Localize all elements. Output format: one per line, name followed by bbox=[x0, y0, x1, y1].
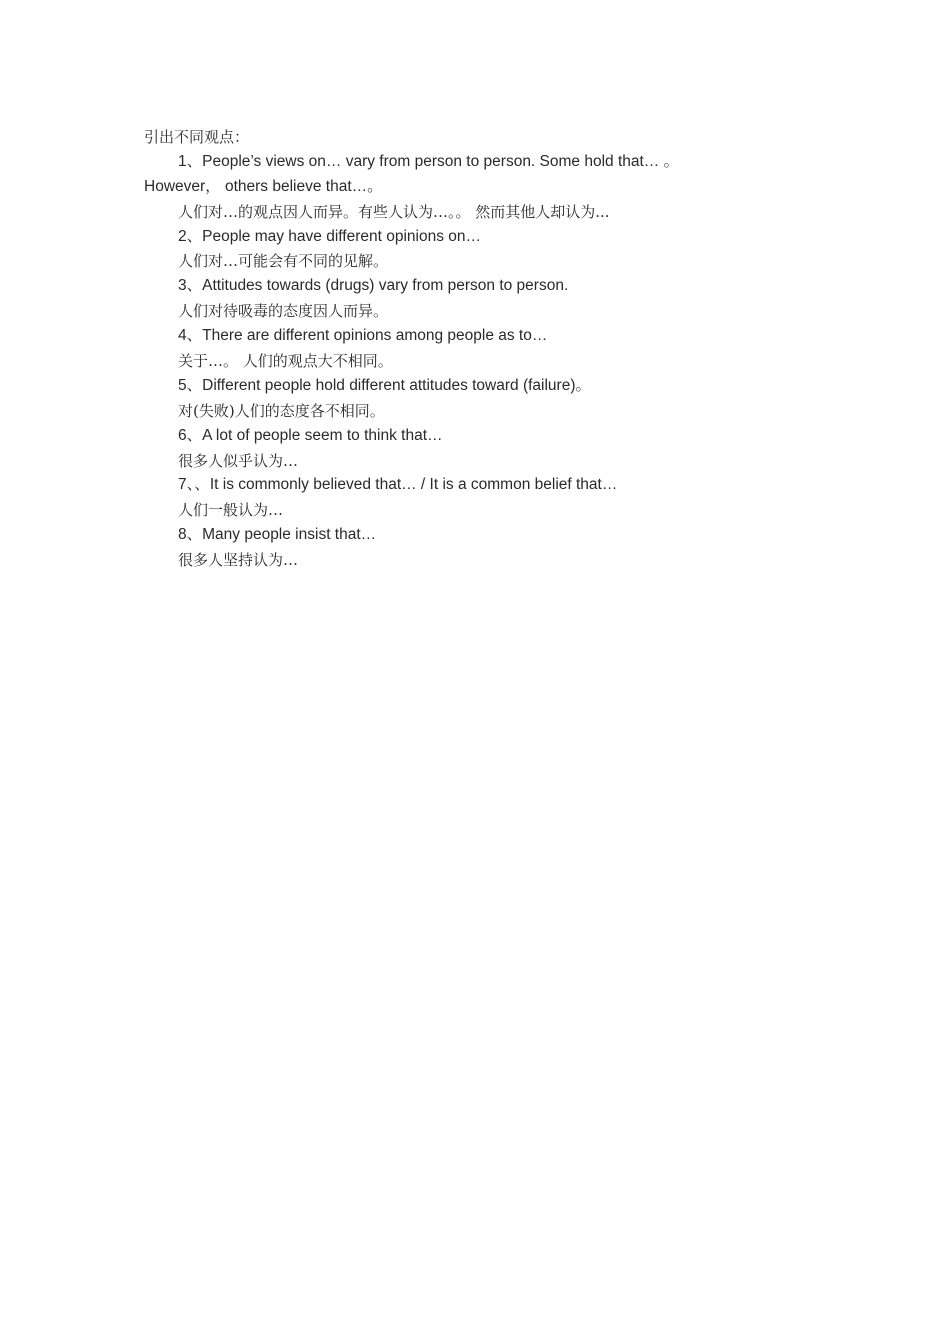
item-6-chinese: 很多人似乎认为… bbox=[178, 451, 299, 470]
item-4-english: 4、There are different opinions among people as to… bbox=[178, 327, 548, 345]
item-8-chinese: 很多人坚持认为… bbox=[178, 551, 299, 570]
item-1-english-line-1: 1、People’s views on… vary from person to person. Some hold that… 。 bbox=[178, 152, 680, 170]
item-3-chinese: 人们对待吸毒的态度因人而异。 bbox=[178, 302, 389, 321]
section-heading: 引出不同观点： bbox=[144, 128, 250, 146]
item-6-english: 6、A lot of people seem to think that… bbox=[178, 426, 443, 444]
item-7-english: 7、、It is commonly believed that… / It is a common belief that… bbox=[178, 476, 618, 494]
item-7-chinese: 人们一般认为… bbox=[178, 501, 284, 520]
item-5-english: 5、Different people hold different attitudes toward (failure)。 bbox=[178, 376, 591, 394]
item-2-english: 2、People may have different opinions on… bbox=[178, 227, 482, 245]
item-1-chinese: 人们对…的观点因人而异。有些人认为…。。 然而其他人却认为... bbox=[178, 202, 610, 221]
item-5-chinese: 对(失败)人们的态度各不相同。 bbox=[178, 401, 385, 420]
item-2-chinese: 人们对…可能会有不同的见解。 bbox=[178, 252, 389, 271]
item-4-chinese: 关于…。 人们的观点大不相同。 bbox=[178, 352, 393, 371]
document-body bbox=[144, 125, 744, 573]
item-3-english: 3、Attitudes towards (drugs) vary from person to person. bbox=[178, 277, 569, 295]
item-1-english-line-2: However， others believe that…。 bbox=[144, 177, 383, 195]
item-8-english: 8、Many people insist that… bbox=[178, 526, 377, 544]
